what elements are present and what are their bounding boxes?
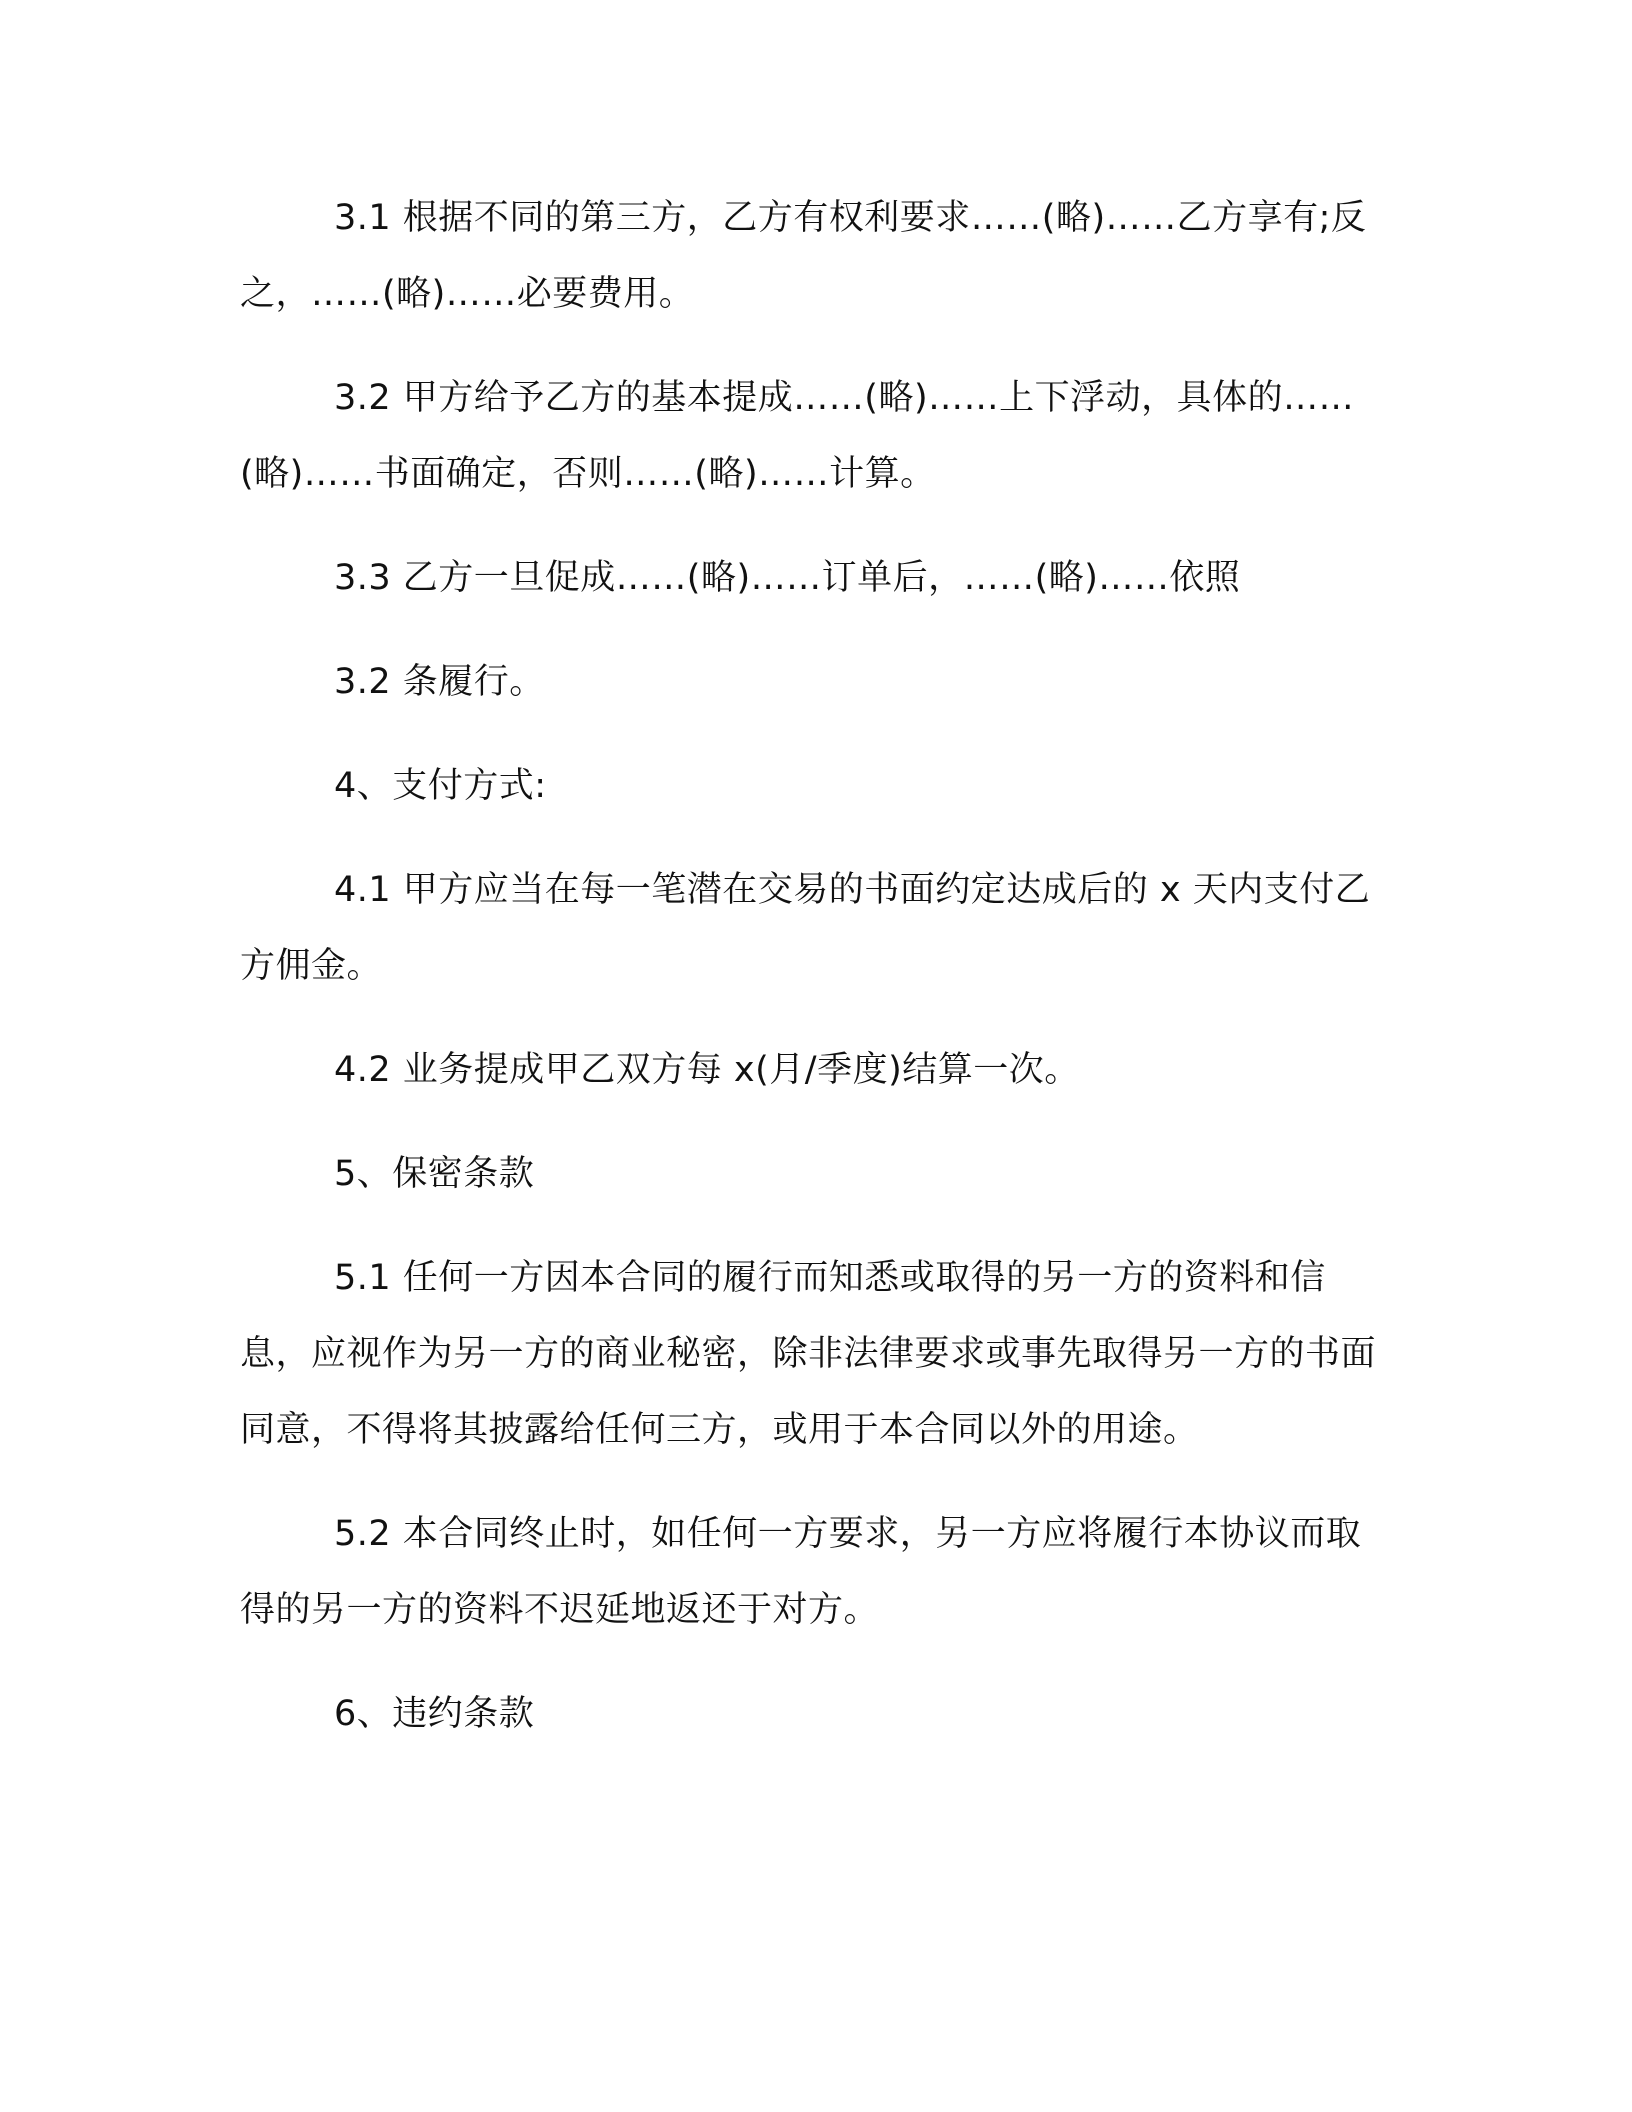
clause-3-2: 3.2 甲方给予乙方的基本提成……(略)……上下浮动，具体的……(略)……书面确定，否则……(略)……计算。 (240, 378, 1355, 494)
clause-4-1: 4.1 甲方应当在每一笔潜在交易的书面约定达成后的 x 天内支付乙方佣金。 (240, 870, 1371, 986)
section-heading-confidentiality: 5、保密条款 (334, 1154, 535, 1194)
section-heading-breach: 6、违约条款 (334, 1694, 535, 1734)
clause-5-2: 5.2 本合同终止时，如任何一方要求，另一方应将履行本协议而取得的另一方的资料不迟延地返还于对方。 (240, 1514, 1362, 1630)
clause-3-3-continued: 3.2 条履行。 (334, 662, 545, 702)
clause-4-2: 4.2 业务提成甲乙双方每 x(月/季度)结算一次。 (334, 1050, 1080, 1090)
clause-3-1: 3.1 根据不同的第三方，乙方有权利要求……(略)……乙方享有;反之，……(略)……必要费用。 (240, 198, 1367, 314)
document-body (240, 180, 1390, 1780)
section-heading-payment: 4、支付方式: (334, 766, 547, 806)
clause-3-3: 3.3 乙方一旦促成……(略)……订单后，……(略)……依照 (334, 558, 1241, 598)
clause-5-1: 5.1 任何一方因本合同的履行而知悉或取得的另一方的资料和信息，应视作为另一方的商业秘密，除非法律要求或事先取得另一方的书面同意，不得将其披露给任何三方，或用于本合同以外的用途。 (240, 1258, 1377, 1450)
